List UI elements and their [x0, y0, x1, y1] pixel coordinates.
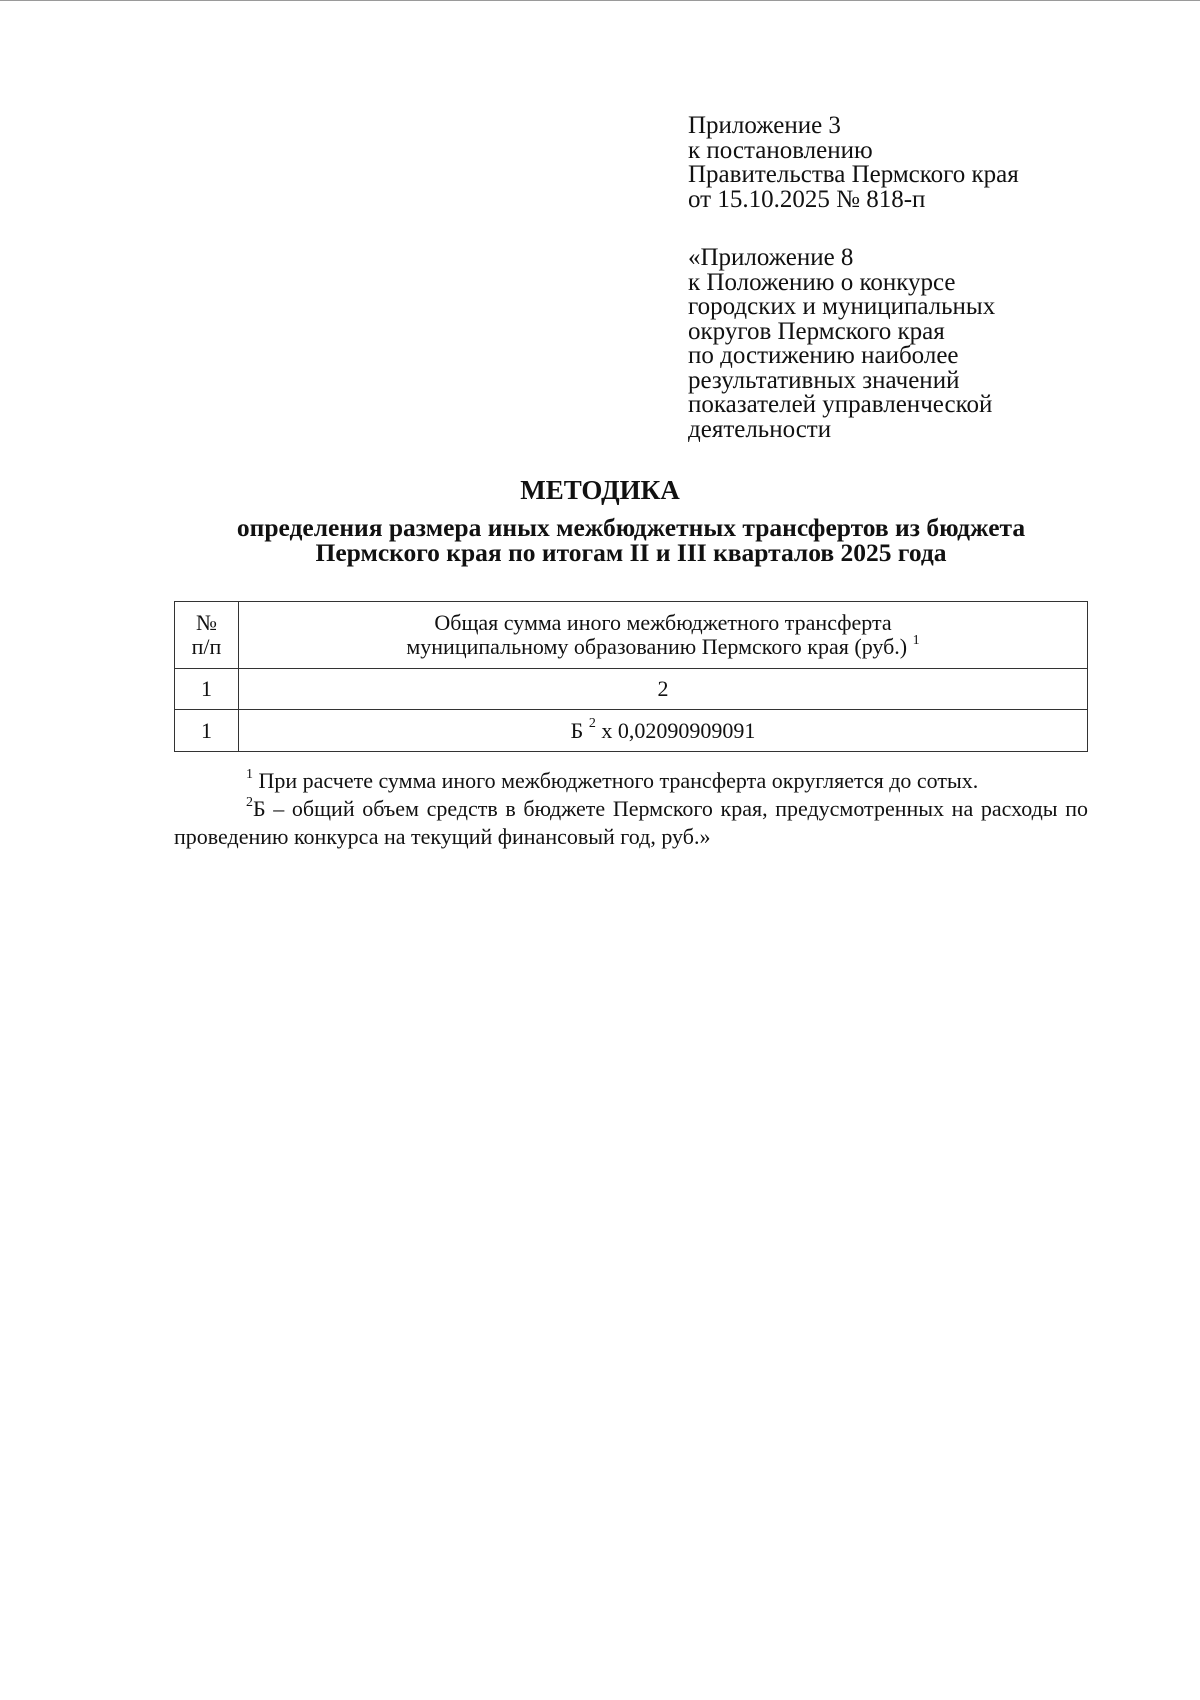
formula-multiplier: х 0,02090909091 — [601, 717, 756, 743]
footnote-1-text: При расчете сумма иного межбюджетного трансферта округляется до сотых. — [258, 768, 979, 793]
header-number-cell — [175, 602, 239, 669]
page-top-edge — [0, 0, 1200, 1]
table-row — [175, 710, 1088, 752]
document-subtitle — [170, 515, 1092, 565]
header-amount-cell — [239, 602, 1088, 669]
appendix-3-block — [688, 114, 1019, 212]
appendix-8-line: «Приложение 8 — [688, 244, 854, 271]
footnote-2-text: Б – общий объем средств в бюджете Пермского края, предусмотренных на расходы по проведению конкурса на текущий финансовый год, руб.» — [174, 796, 1088, 849]
footnote-2 — [174, 795, 1088, 851]
header-number-abbrev: п/п — [191, 634, 222, 659]
header-amount-line-1: Общая сумма иного межбюджетного трансферта — [434, 610, 892, 635]
methodology-table — [174, 601, 1088, 752]
footnote-1 — [174, 767, 1088, 795]
appendix-8-line: к Положению о конкурсе — [688, 268, 956, 296]
header-amount-line-2 — [239, 632, 1087, 659]
appendix-8-line: городских и муниципальных — [688, 293, 996, 320]
subtitle-line-2: Пермского края по итогам II и III кварталов 2025 года — [315, 538, 947, 567]
appendix-8-line: округов Пермского края — [688, 317, 945, 345]
footnotes-block — [174, 767, 1088, 851]
appendix-8-line: показателей управленческой — [688, 391, 993, 418]
document-title: МЕТОДИКА — [520, 475, 680, 505]
appendix-3-line: к постановлению — [688, 136, 873, 164]
footnote-2-mark: 2 — [246, 794, 253, 810]
header-number-symbol: № — [196, 610, 217, 635]
row-number-cell: 1 — [175, 710, 239, 752]
appendix-8-line: результативных значений — [688, 366, 960, 394]
appendix-3-line: Правительства Пермского края — [688, 161, 1019, 188]
appendix-8-line: деятельности — [688, 415, 832, 443]
footnote-ref-1: 1 — [912, 632, 920, 648]
numbering-cell-2: 2 — [239, 669, 1088, 710]
appendix-8-block — [688, 246, 995, 442]
appendix-8-line: по достижению наиболее — [688, 342, 959, 369]
formula-cell — [239, 710, 1088, 752]
subtitle-line-1: определения размера иных межбюджетных трансфертов из бюджета — [236, 513, 1026, 542]
footnote-1-mark: 1 — [246, 766, 253, 782]
formula-variable: Б — [570, 717, 584, 743]
numbering-cell-1: 1 — [175, 669, 239, 710]
appendix-3-line: от 15.10.2025 № 818-п — [688, 185, 926, 213]
appendix-3-line: Приложение 3 — [688, 112, 841, 139]
table-header-row — [175, 602, 1088, 669]
footnote-ref-2: 2 — [588, 716, 596, 732]
header-amount-text: муниципальному образованию Пермского края (руб.) — [406, 634, 908, 659]
table-numbering-row — [175, 669, 1088, 710]
